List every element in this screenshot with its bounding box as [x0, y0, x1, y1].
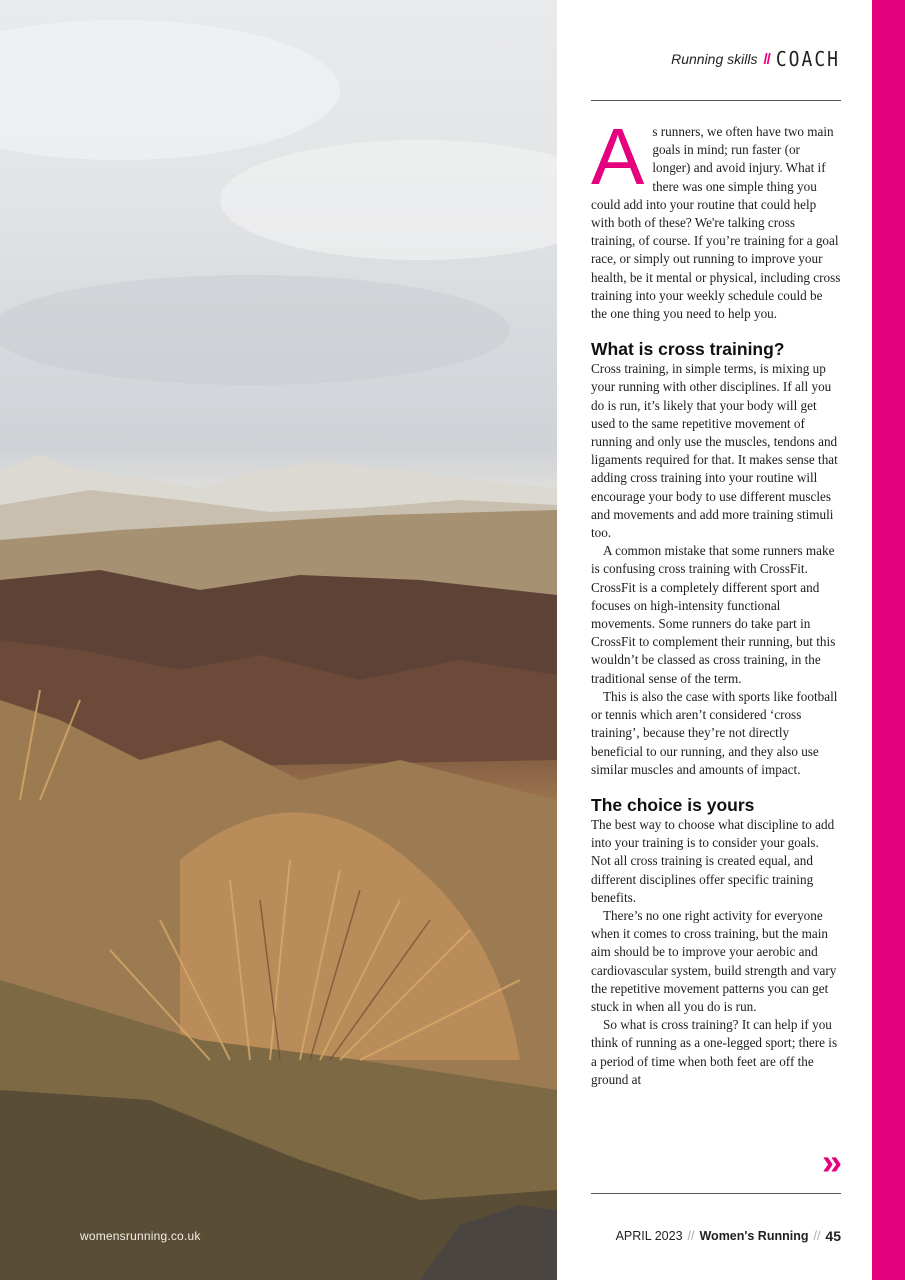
paragraph: Cross training, in simple terms, is mixing up your running with other disciplines. If all you do is run, it’s likely that your body will get used to the same repetitive movement of running and only use the muscles, tendons and ligaments required for that. It makes sense that adding cross training into your routine will encourage your body to use different muscles and movements and add more training stimuli too.: [591, 361, 838, 541]
paragraph: So what is cross training? It can help if you think of running as a one-legged sport; there is a period of time when both feet are off the ground at: [591, 1017, 838, 1087]
footer-rule: [591, 1193, 841, 1194]
page-header: [590, 45, 840, 73]
section-label: Running skills: [671, 51, 758, 67]
article-body: [591, 112, 841, 1089]
intro-paragraph: [591, 112, 841, 323]
intro-text: s runners, we often have two main goals in mind; run faster (or longer) and avoid injury. What if there was one simple thing you could add into your routine that could help with both of these? We're talking cross training, of course. If you’re training for a goal race, or simply out running to improve your health, be it mental or physical, including cross training into your weekly schedule could be the one thing you need to help you.: [591, 124, 841, 322]
footer-separator: //: [813, 1229, 821, 1243]
heading-what-is-cross-training: What is cross training?: [591, 339, 785, 360]
paragraph: A common mistake that some runners make is confusing cross training with CrossFit. CrossFit is a completely different sport and focuses on high-intensity functional movements. Some runners do take part in CrossFit to complement their running, but this wouldn’t be classed as cross training, in the traditional sense of the term.: [591, 543, 836, 686]
magazine-name: Women's Running: [699, 1229, 809, 1243]
issue-date: APRIL 2023: [615, 1229, 683, 1243]
heading-choice-is-yours: The choice is yours: [591, 794, 755, 815]
category-label: COACH: [775, 46, 840, 72]
footer-separator: //: [687, 1229, 695, 1243]
header-rule: [591, 100, 841, 101]
paragraph: The best way to choose what discipline to add into your training is to consider your goals. Not all cross training is created equal, and different disciplines offer specific training benefits.: [591, 816, 835, 905]
paragraph: This is also the case with sports like football or tennis which aren’t considered ‘cross training’, because they’re not directly beneficial to our running, and they also use similar muscles and amounts of impact.: [591, 688, 838, 777]
drop-cap: A: [591, 112, 645, 201]
accent-edge-bar: [872, 0, 905, 1280]
paragraph: There’s no one right activity for everyone when it comes to cross training, but the main aim should be to improve your aerobic and cardiovascular system, build strength and vary the repetitive movement patterns you can get stuck in when all you do is run.: [591, 907, 837, 1014]
page-number: 45: [825, 1228, 841, 1244]
header-separator: //: [763, 50, 770, 68]
continue-chevrons-icon: »: [822, 1141, 833, 1182]
page-footer: [590, 1228, 841, 1244]
website-credit: womensrunning.co.uk: [80, 1229, 201, 1243]
